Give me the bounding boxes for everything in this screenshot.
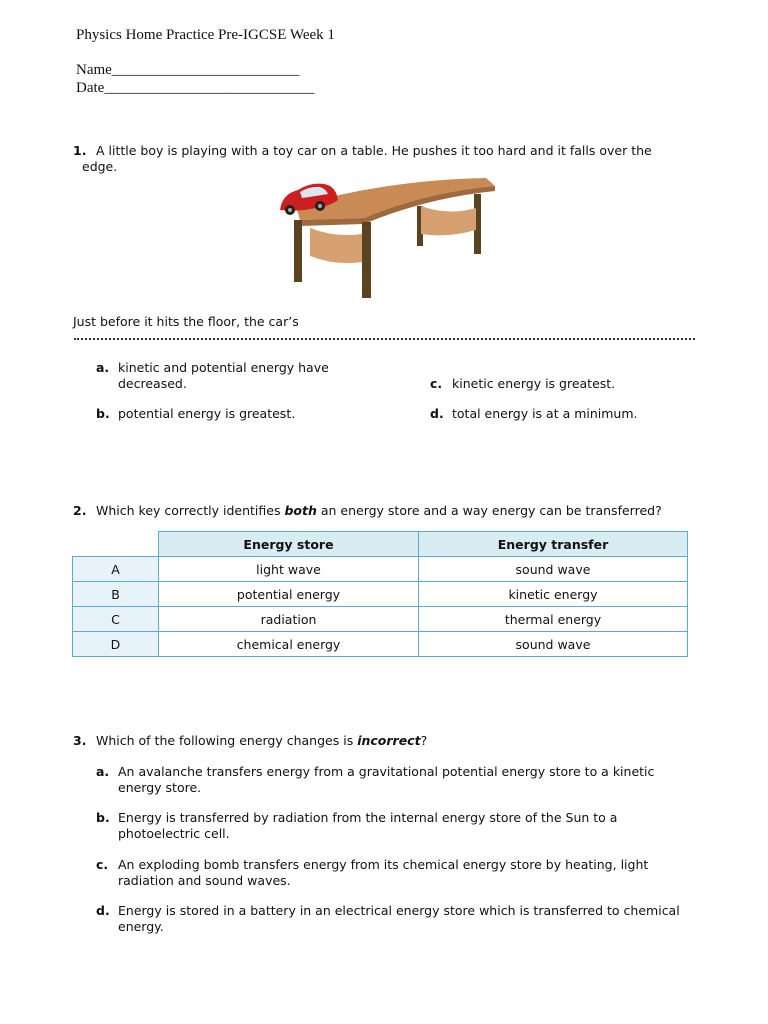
q1-option-c: c. kinetic energy is greatest. (430, 376, 616, 391)
date-label: Date (76, 80, 105, 96)
cell-energy-store: radiation (159, 607, 419, 632)
name-line: _________________________ (111, 62, 300, 78)
table-with-car-illustration (276, 176, 498, 300)
q3-option-a: a. An avalanche transfers energy from a gravitational potential energy store to a kinetic energy store. (96, 764, 655, 795)
cell-energy-transfer: sound wave (419, 557, 688, 582)
cell-energy-transfer: kinetic energy (419, 582, 688, 607)
row-key: B (73, 582, 159, 607)
cell-energy-store: potential energy (159, 582, 419, 607)
row-key: A (73, 557, 159, 582)
date-line: ____________________________ (104, 80, 315, 96)
q3-option-d: d. Energy is stored in a battery in an electrical energy store which is transferred to chemical energy. (96, 903, 680, 934)
q1-option-b: b. potential energy is greatest. (96, 406, 296, 421)
page-title: Physics Home Practice Pre-IGCSE Week 1 (76, 27, 335, 43)
energy-key-table (72, 531, 688, 657)
col-header-energy-store: Energy store (159, 532, 419, 557)
table-corner (73, 532, 159, 557)
q1-text-line2: edge. (82, 159, 118, 174)
q1-stem: Just before it hits the floor, the car’s (73, 314, 299, 329)
q3-option-b: b. Energy is transferred by radiation from the internal energy store of the Sun to a photoelectric cell. (96, 810, 618, 841)
answer-dotted-line (74, 338, 695, 340)
q2-number: 2. (73, 503, 87, 518)
table-header-row (73, 532, 688, 557)
q3-number: 3. (73, 733, 87, 748)
row-key: C (73, 607, 159, 632)
q1-option-d: d. total energy is at a minimum. (430, 406, 638, 421)
row-key: D (73, 632, 159, 657)
q3-option-c: c. An exploding bomb transfers energy from its chemical energy store by heating, light radiation and sound waves. (96, 857, 649, 888)
table-row (73, 632, 688, 657)
name-label: Name (76, 62, 112, 78)
cell-energy-transfer: sound wave (419, 632, 688, 657)
table-row (73, 607, 688, 632)
col-header-energy-transfer: Energy transfer (419, 532, 688, 557)
q1-text-line1: A little boy is playing with a toy car on a table. He pushes it too hard and it falls over the (96, 143, 652, 158)
cell-energy-store: chemical energy (159, 632, 419, 657)
table-row (73, 582, 688, 607)
q1-number: 1. (73, 143, 87, 158)
q3-text: Which of the following energy changes is incorrect? (96, 733, 428, 748)
q2-text: Which key correctly identifies both an energy store and a way energy can be transferred? (96, 503, 662, 518)
name-field (76, 62, 299, 79)
cell-energy-transfer: thermal energy (419, 607, 688, 632)
q1-option-a: a. kinetic and potential energy have decreased. (96, 360, 329, 391)
cell-energy-store: light wave (159, 557, 419, 582)
table-row (73, 557, 688, 582)
date-field (76, 80, 314, 97)
